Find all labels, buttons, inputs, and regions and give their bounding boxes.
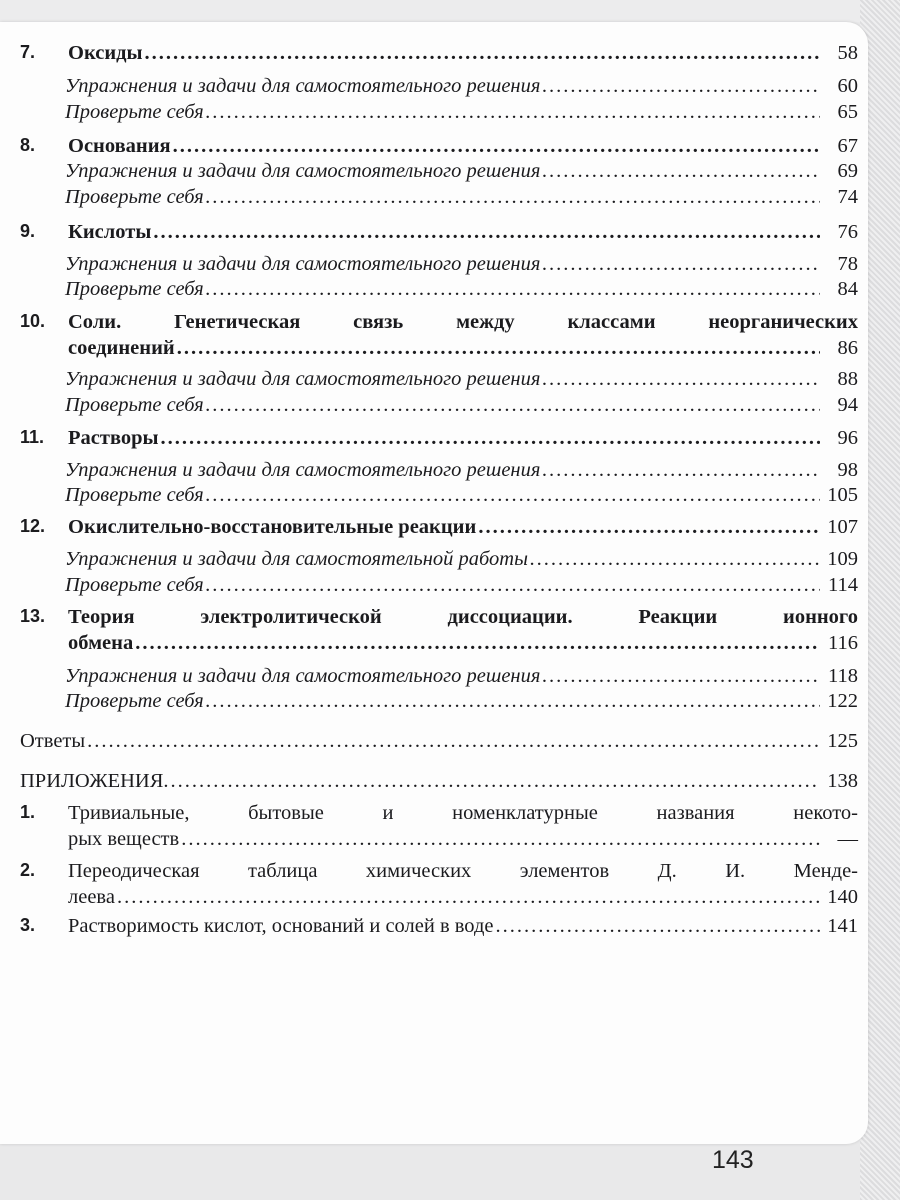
- entry-page: 116: [828, 632, 858, 654]
- toc-entry: [20, 221, 858, 247]
- entry-title: Соли. Генетическая связь между классами неорганических: [68, 311, 858, 333]
- entry-page: 125: [827, 730, 858, 752]
- entry-page: 58: [837, 42, 858, 64]
- toc-entry: [68, 886, 858, 912]
- entry-title: обмена: [68, 632, 134, 654]
- dot-leader: [181, 828, 820, 851]
- entry-page: —: [837, 828, 858, 850]
- dot-leader: [145, 42, 820, 65]
- toc-entry: [68, 337, 858, 363]
- entry-page: 107: [827, 516, 858, 538]
- entry-title: Растворы: [68, 427, 159, 449]
- toc-entry: [20, 311, 858, 337]
- entry-number: 3.: [20, 915, 36, 935]
- entry-number: 7.: [20, 42, 36, 62]
- entry-page: 69: [837, 160, 858, 182]
- entry-title: Упражнения и задачи для самостоятельного решения: [65, 75, 541, 97]
- dot-leader: [177, 337, 820, 360]
- entry-title: Кислоты: [68, 221, 152, 243]
- entry-number: 12.: [20, 516, 46, 536]
- dot-leader: [542, 160, 820, 183]
- toc-entry: [20, 802, 858, 828]
- dot-leader: [153, 221, 820, 244]
- dot-leader: [542, 368, 820, 391]
- toc-entry: [68, 828, 858, 854]
- entry-title: Растворимость кислот, оснований и солей в воде: [68, 915, 494, 937]
- dot-leader: [206, 574, 820, 597]
- toc-entry: [20, 915, 858, 941]
- entry-page: 60: [837, 75, 858, 97]
- entry-title: Основания: [68, 135, 171, 157]
- entry-page: 67: [837, 135, 858, 157]
- toc-entry: [20, 516, 858, 542]
- dot-leader: [542, 253, 820, 276]
- dot-leader: [478, 516, 820, 539]
- entry-title: Проверьте себя: [65, 101, 204, 123]
- toc-entry: [65, 278, 858, 304]
- entry-title: Теория электролитической диссоциации. Реакции ионного: [68, 606, 858, 628]
- entry-title: Ответы: [20, 730, 86, 752]
- entry-title: Упражнения и задачи для самостоятельного решения: [65, 253, 541, 275]
- entry-page: 114: [828, 574, 858, 596]
- toc-entry: [65, 368, 858, 394]
- entry-title: Упражнения и задачи для самостоятельного решения: [65, 459, 541, 481]
- entry-title: Тривиальные, бытовые и номенклатурные названия некото-: [68, 802, 858, 824]
- entry-title: Окислительно-восстановительные реакции: [68, 516, 477, 538]
- entry-page: 98: [837, 459, 858, 481]
- entry-page: 94: [837, 394, 858, 416]
- entry-title: леева: [68, 886, 115, 908]
- previous-page-edge: [0, 0, 860, 22]
- entry-page: 84: [837, 278, 858, 300]
- toc-entry: [65, 253, 858, 279]
- toc-entry: [20, 860, 858, 886]
- dot-leader: [87, 730, 820, 753]
- toc-entry: [20, 427, 858, 453]
- dot-leader: [173, 135, 820, 158]
- entry-page: 74: [837, 186, 858, 208]
- entry-page: 109: [827, 548, 858, 570]
- dot-leader: [206, 394, 820, 417]
- entry-title: Переодическая таблица химических элементов Д. И. Менде-: [68, 860, 858, 882]
- dot-leader: [542, 75, 820, 98]
- entry-number: 2.: [20, 860, 36, 880]
- page-number: 143: [712, 1146, 754, 1174]
- dot-leader: [117, 886, 820, 909]
- toc-entry: [65, 160, 858, 186]
- entry-title: Проверьте себя: [65, 186, 204, 208]
- toc-entry: [65, 548, 858, 574]
- dot-leader: [496, 915, 821, 938]
- entry-page: 141: [827, 915, 858, 937]
- toc-entry: [65, 690, 858, 716]
- entry-title: соединений: [68, 337, 175, 359]
- toc-entry: [20, 135, 858, 161]
- entry-page: 105: [827, 484, 858, 506]
- entry-title: Проверьте себя: [65, 278, 204, 300]
- entry-page: 140: [827, 886, 858, 908]
- toc-entry: [65, 574, 858, 600]
- entry-number: 9.: [20, 221, 36, 241]
- toc-entry: [20, 42, 858, 68]
- toc-entry: [68, 632, 858, 658]
- entry-title: Упражнения и задачи для самостоятельного решения: [65, 160, 541, 182]
- entry-title: ПРИЛОЖЕНИЯ.: [20, 770, 169, 792]
- dot-leader: [135, 632, 820, 655]
- entry-title: Проверьте себя: [65, 394, 204, 416]
- toc-entry: [65, 484, 858, 510]
- toc-entry: [20, 730, 858, 756]
- dot-leader: [542, 459, 820, 482]
- entry-title: Проверьте себя: [65, 484, 204, 506]
- dot-leader: [161, 427, 820, 450]
- dot-leader: [206, 690, 820, 713]
- dot-leader: [542, 665, 820, 688]
- entry-number: 10.: [20, 311, 46, 331]
- entry-title: Проверьте себя: [65, 574, 204, 596]
- dot-leader: [206, 484, 820, 507]
- entry-title: Оксиды: [68, 42, 143, 64]
- toc-entry: [65, 75, 858, 101]
- entry-title: Упражнения и задачи для самостоятельной работы: [65, 548, 528, 570]
- entry-page: 65: [837, 101, 858, 123]
- entry-page: 86: [837, 337, 858, 359]
- entry-title: Упражнения и задачи для самостоятельного решения: [65, 665, 541, 687]
- dot-leader: [206, 278, 820, 301]
- entry-page: 96: [837, 427, 858, 449]
- entry-title: Упражнения и задачи для самостоятельного решения: [65, 368, 541, 390]
- entry-title: рых веществ: [68, 828, 180, 850]
- toc-entry: [20, 606, 858, 632]
- dot-leader: [206, 101, 820, 124]
- entry-number: 13.: [20, 606, 46, 626]
- dot-leader: [530, 548, 820, 571]
- entry-page: 118: [828, 665, 858, 687]
- entry-number: 11.: [20, 427, 45, 447]
- entry-page: 76: [837, 221, 858, 243]
- entry-page: 88: [837, 368, 858, 390]
- entry-number: 1.: [20, 802, 36, 822]
- toc-entry: [65, 459, 858, 485]
- toc-entry: [20, 770, 858, 796]
- toc-entry: [65, 186, 858, 212]
- toc-entry: [65, 665, 858, 691]
- toc-entry: [65, 101, 858, 127]
- dot-leader: [171, 770, 820, 793]
- entry-title: Проверьте себя: [65, 690, 204, 712]
- entry-number: 8.: [20, 135, 36, 155]
- dot-leader: [206, 186, 820, 209]
- entry-page: 78: [837, 253, 858, 275]
- toc-entry: [65, 394, 858, 420]
- entry-page: 138: [827, 770, 858, 792]
- entry-page: 122: [827, 690, 858, 712]
